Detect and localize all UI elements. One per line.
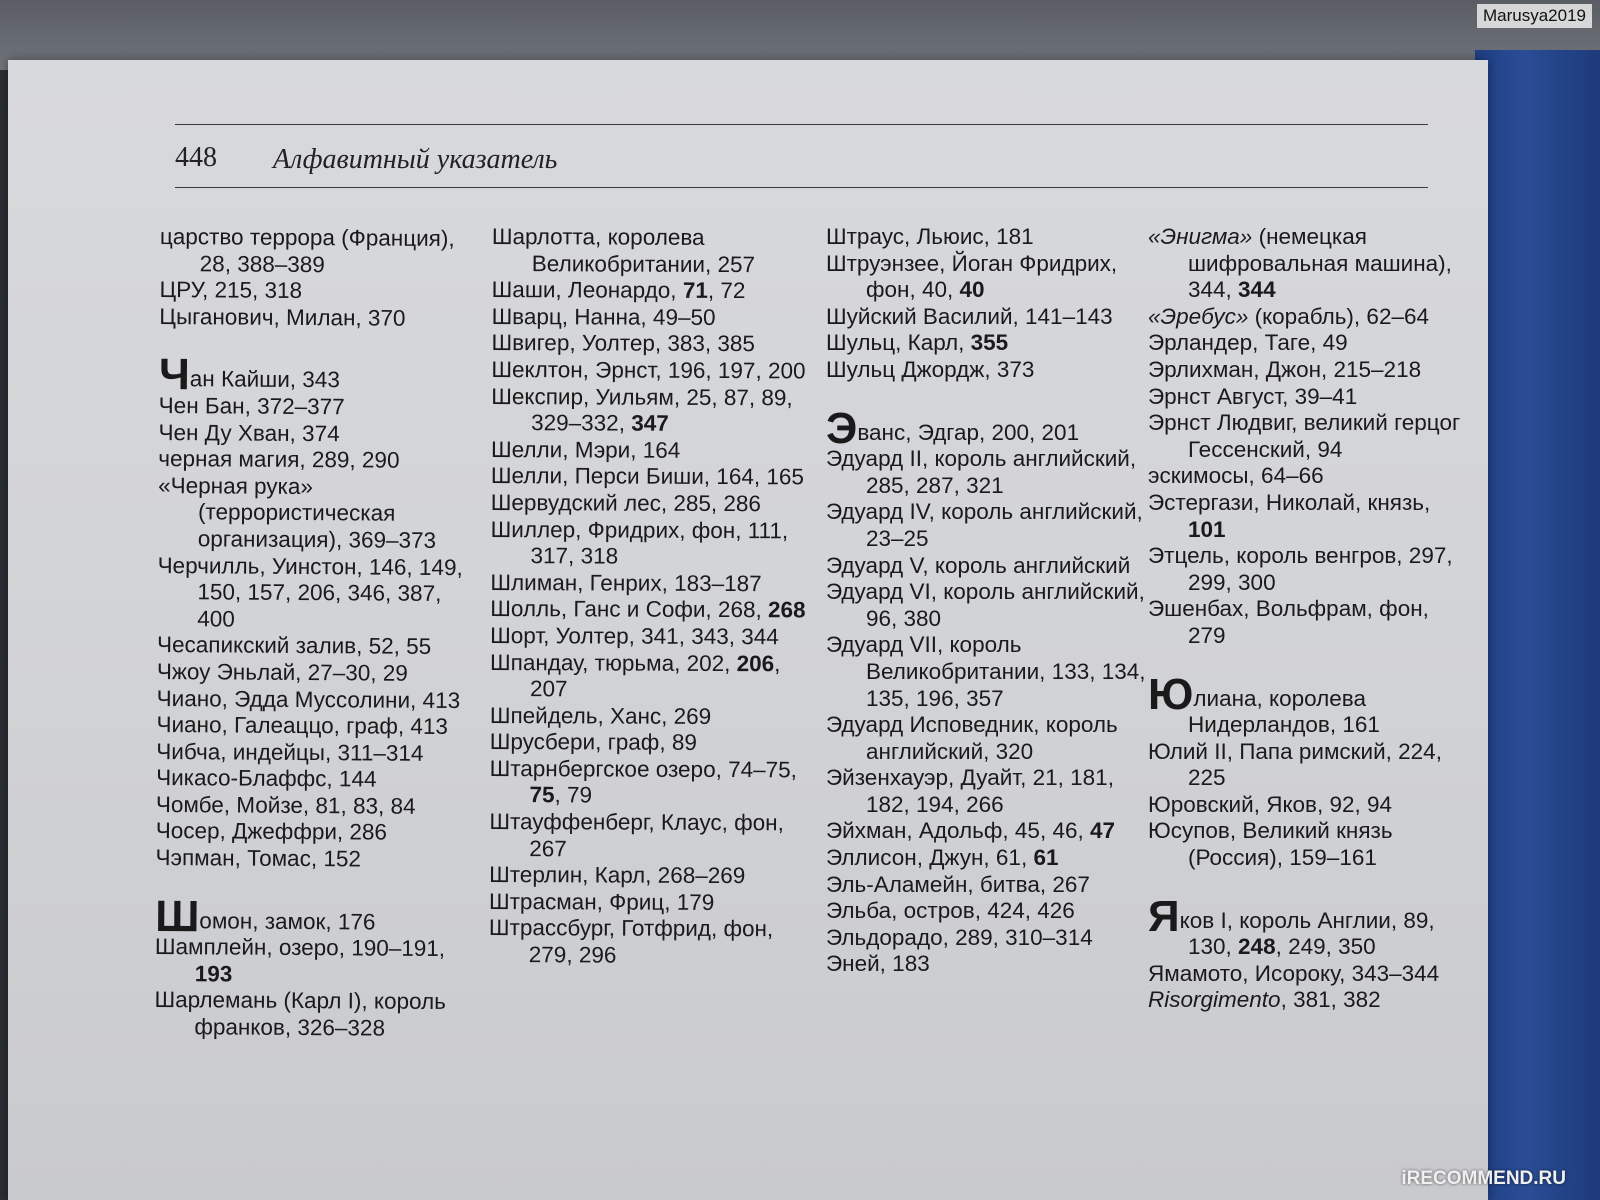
index-entry (1148, 987, 1468, 1014)
entry-text: Чомбе, Мойзе, 81, 83, 84 (155, 791, 416, 819)
index-column-2 (489, 224, 812, 970)
entry-text: Эрнст Август, 39–41 (1148, 383, 1358, 409)
index-entry (157, 632, 477, 661)
index-entry (1148, 818, 1468, 871)
entry-text: Чиано, Эдда Муссолини, 413 (156, 685, 461, 713)
entry-text: Эль-Аламейн, битва, 267 (826, 871, 1090, 897)
entry-text: Эйзенхауэр, Дуайт, 21, 181, 182, 194, 266 (826, 765, 1114, 817)
index-entry (1148, 490, 1468, 543)
page-ref-bold: 268 (767, 597, 806, 623)
italic-term: «Энигма» (1148, 224, 1253, 249)
index-entry (156, 739, 476, 768)
index-entry (492, 224, 812, 279)
entry-text: Эдуард VI, король английский, 96, 380 (826, 579, 1145, 631)
index-entry (826, 898, 1146, 925)
entry-text: ков I, король Англии, 89, 130, (1179, 907, 1435, 960)
entry-text: Чикасо-Блаффс, 144 (156, 765, 377, 792)
page-ref-bold: 40 (959, 277, 985, 303)
index-entry (490, 596, 810, 624)
book-cover-edge (1475, 50, 1600, 1200)
index-entry (489, 756, 809, 811)
index-entry (826, 765, 1146, 818)
page-ref-bold: 71 (682, 278, 708, 304)
entry-text: Этцель, король венгров, 297, 299, 300 (1148, 543, 1453, 595)
index-entry (1148, 792, 1468, 819)
index-entry (489, 889, 809, 917)
index-entry (1148, 596, 1468, 649)
entry-text: ан Кайши, 343 (189, 366, 340, 393)
index-entry (159, 277, 479, 306)
entry-text: Эрландер, Таге, 49 (1148, 330, 1348, 356)
entry-text: Шолль, Ганс и Софи, 268, (490, 596, 769, 623)
index-entry (491, 384, 811, 439)
index-entry (158, 420, 478, 449)
index-entry (826, 251, 1146, 304)
page-number: 448 (175, 142, 217, 173)
index-entry (490, 623, 810, 651)
page-ref-bold: 75 (529, 782, 555, 808)
entry-text: Штерлин, Карл, 268–269 (489, 862, 746, 889)
page-ref-bold: 347 (631, 410, 669, 436)
index-entry (489, 809, 809, 864)
section-letter: Я (1148, 891, 1180, 941)
index-entry (491, 330, 811, 358)
index-entry (826, 304, 1146, 331)
index-entry (826, 330, 1146, 357)
index-entry (158, 350, 479, 400)
entry-text: Чэпман, Томас, 152 (155, 845, 362, 872)
entry-text: Эдуард IV, король английский, 23–25 (826, 499, 1143, 551)
entry-text: Шпандау, тюрьма, 202, (490, 649, 737, 676)
entry-text: Шарлемань (Карл I), король франков, 326–328 (154, 987, 447, 1041)
entry-text: Шуйский Василий, 141–143 (826, 303, 1113, 329)
index-entry (1148, 410, 1468, 463)
entry-text: Шамплейн, озеро, 190–191, (154, 934, 446, 962)
index-entry (1148, 463, 1468, 490)
index-entry (826, 446, 1146, 499)
entry-text: Эстергази, Николай, князь, (1148, 489, 1431, 515)
entry-text: черная магия, 289, 290 (158, 446, 400, 473)
entry-text: Шекспир, Уильям, 25, 87, 89, 329–332, (491, 383, 793, 436)
entry-text: омон, замок, 176 (199, 907, 376, 935)
italic-term: «Эребус» (1148, 303, 1249, 329)
index-entry (826, 499, 1146, 552)
index-entry (1148, 384, 1468, 411)
entry-text: Цыганович, Милан, 370 (159, 303, 406, 331)
entry-text: (корабль), 62–64 (1248, 303, 1429, 329)
header-rule-top (175, 124, 1428, 125)
index-entry (490, 729, 810, 757)
section-gap (155, 872, 475, 904)
index-entry (1148, 357, 1468, 384)
index-entry (158, 446, 478, 475)
entry-text: Юсупов, Великий князь (Россия), 159–161 (1148, 818, 1393, 871)
entry-text: царство террора (Франция), 28, 388–389 (159, 224, 455, 277)
entry-text: Эльдорадо, 289, 310–314 (826, 924, 1093, 950)
index-entry (158, 473, 479, 555)
entry-text: Штарнбергское озеро, 74–75, (489, 755, 797, 783)
index-entry (826, 872, 1146, 899)
page-ref-bold: 355 (970, 330, 1009, 356)
entry-text: Шелли, Перси Биши, 164, 165 (490, 463, 804, 490)
entry-text: Чжоу Эньлай, 27–30, 29 (156, 658, 408, 686)
index-entry (490, 570, 810, 598)
entry-text: Шлиман, Генрих, 183–187 (490, 569, 762, 596)
index-entry (826, 403, 1146, 453)
header-rule-bottom (175, 187, 1428, 188)
entry-text: Эдуард II, король английский, 285, 287, 321 (826, 446, 1137, 498)
index-column-4 (1148, 224, 1468, 1014)
page-ref-bold: 344 (1238, 277, 1276, 303)
entry-text: Шульц Джордж, 373 (826, 356, 1035, 382)
entry-text: Ямамото, Исороку, 343–344 (1148, 960, 1440, 986)
entry-text: Эллисон, Джун, 61, (826, 845, 1034, 871)
index-entry (154, 987, 474, 1042)
index-entry (156, 712, 476, 741)
entry-text: Эшенбах, Вольфрам, фон, 279 (1148, 596, 1429, 648)
entry-text: , 207 (529, 650, 781, 702)
section-gap (159, 330, 479, 362)
index-entry (490, 517, 810, 572)
index-entry (491, 463, 811, 491)
index-entry (1148, 891, 1468, 961)
index-entry (159, 304, 479, 333)
index-entry (490, 649, 810, 704)
index-entry (826, 818, 1146, 845)
entry-text: Штраус, Льюис, 181 (826, 224, 1034, 249)
entry-text: Шеклтон, Эрнст, 196, 197, 200 (491, 356, 806, 384)
index-entry (156, 818, 476, 847)
index-entry (1148, 224, 1468, 304)
index-entry (492, 277, 812, 305)
entry-text: Эней, 183 (826, 951, 930, 977)
entry-text: (немецкая шифровальная машина), 344, (1188, 224, 1452, 303)
italic-term: Risorgimento (1148, 987, 1281, 1013)
entry-text: Шорт, Уолтер, 341, 343, 344 (490, 622, 779, 650)
entry-text: Эйхман, Адольф, 45, 46, (826, 818, 1090, 844)
entry-text: лиана, королева Нидерландов, 161 (1188, 685, 1380, 738)
index-entry (826, 845, 1146, 872)
entry-text: , 381, 382 (1280, 987, 1381, 1013)
entry-text: Швигер, Уолтер, 383, 385 (491, 330, 756, 357)
entry-text: Черчилль, Уинстон, 146, 149, 150, 157, 206, 346, 387, 400 (157, 552, 463, 632)
index-entry (160, 224, 480, 279)
index-entry (1148, 304, 1468, 331)
index-entry (491, 357, 811, 385)
entry-text: Чесапикский залив, 52, 55 (156, 632, 432, 660)
entry-text: Шпейдель, Ханс, 269 (489, 702, 712, 729)
entry-text: Эльба, остров, 424, 426 (826, 898, 1075, 924)
entry-text: Шервудский лес, 285, 286 (490, 489, 762, 517)
entry-text: Эдуард V, король английский (826, 552, 1131, 578)
entry-text: Чибча, индейцы, 311–314 (156, 738, 424, 766)
entry-text: ЦРУ, 215, 318 (159, 277, 303, 304)
entry-text: Штрассбург, Готфрид, фон, 279, 296 (488, 915, 774, 968)
entry-text: Штруэнзее, Йоган Фридрих, фон, 40, (826, 250, 1118, 303)
index-entry (159, 393, 479, 422)
page-ref-bold: 47 (1089, 818, 1116, 844)
entry-text: Юровский, Яков, 92, 94 (1148, 791, 1393, 817)
entry-text: «Черная рука» (террористическая организация), 369–373 (158, 472, 437, 553)
page-ref-bold: 61 (1033, 845, 1059, 871)
index-entry (826, 712, 1146, 765)
index-entry (1148, 330, 1468, 357)
index-entry (1148, 543, 1468, 596)
watermark-top: Marusya2019 (1477, 4, 1592, 28)
section-gap (826, 384, 1146, 414)
section-letter: Э (826, 403, 858, 453)
index-entry (1148, 961, 1468, 988)
section-letter: Ч (158, 350, 191, 400)
index-entry (155, 934, 475, 989)
entry-text: Чен Ду Хван, 374 (158, 419, 340, 446)
index-entry (157, 685, 477, 714)
entry-text: Шарлотта, королева Великобритании, 257 (491, 224, 756, 277)
page-ref-bold: 193 (194, 961, 233, 987)
entry-text: , 79 (554, 782, 593, 808)
index-entry (826, 925, 1146, 952)
index-entry (489, 915, 809, 970)
index-entry (154, 891, 475, 941)
entry-text: ванс, Эдгар, 200, 201 (857, 419, 1080, 445)
entry-text: Эрнст Людвиг, великий герцог Гессенский, 94 (1148, 410, 1461, 462)
index-entry (492, 304, 812, 332)
index-entry (826, 357, 1146, 384)
index-entry (156, 765, 476, 794)
entry-text: эскимосы, 64–66 (1148, 463, 1324, 489)
section-letter: Ш (154, 891, 200, 941)
index-entry (491, 490, 811, 518)
running-head: Алфавитный указатель (273, 144, 558, 175)
page-ref-bold: 248 (1238, 934, 1276, 960)
entry-text: Шварц, Нанна, 49–50 (491, 303, 716, 330)
entry-text: Чиано, Галеаццо, граф, 413 (156, 712, 449, 740)
section-letter: Ю (1148, 669, 1194, 719)
entry-text: , 72 (707, 278, 746, 304)
entry-text: , 249, 350 (1275, 934, 1376, 960)
section-gap (1148, 650, 1468, 680)
index-column-3 (826, 224, 1146, 978)
index-entry (826, 579, 1146, 632)
entry-text: Штауффенберг, Клаус, фон, 267 (489, 809, 784, 861)
index-entry (826, 553, 1146, 580)
entry-text: Шрусбери, граф, 89 (489, 729, 697, 756)
entry-text: Шульц, Карл, (826, 330, 971, 356)
index-entry (491, 437, 811, 465)
index-entry (489, 862, 809, 890)
page-ref-bold: 101 (1188, 516, 1226, 542)
index-entry (1148, 739, 1468, 792)
entry-text: Чен Бан, 372–377 (158, 392, 345, 420)
entry-text: Эдуард VII, король Великобритании, 133, 134, 135, 196, 357 (826, 632, 1146, 711)
index-entry (826, 951, 1146, 978)
index-entry (1148, 669, 1468, 739)
entry-text: Чосер, Джеффри, 286 (155, 818, 388, 846)
entry-text: Шиллер, Фридрих, фон, 111, 317, 318 (490, 516, 789, 569)
index-entry (155, 845, 475, 874)
section-gap (1148, 872, 1468, 902)
index-entry (826, 224, 1146, 251)
index-entry (156, 792, 476, 821)
page-ref-bold: 206 (736, 650, 775, 676)
entry-text: Эдуард Исповедник, король английский, 320 (826, 712, 1118, 764)
entry-text: Шелли, Мэри, 164 (490, 436, 681, 463)
entry-text: Эрлихман, Джон, 215–218 (1148, 356, 1422, 382)
entry-text: Юлий II, Папа римский, 224, 225 (1148, 738, 1442, 791)
watermark-bottom: iRECOMMEND.RU (1401, 1168, 1566, 1189)
index-entry (157, 659, 477, 688)
index-entry (826, 632, 1146, 712)
entry-text: Шаши, Леонардо, (491, 277, 683, 304)
index-entry (157, 553, 478, 635)
entry-text: Штрасман, Фриц, 179 (488, 888, 715, 915)
index-column-1 (154, 224, 480, 1043)
index-entry (490, 703, 810, 731)
